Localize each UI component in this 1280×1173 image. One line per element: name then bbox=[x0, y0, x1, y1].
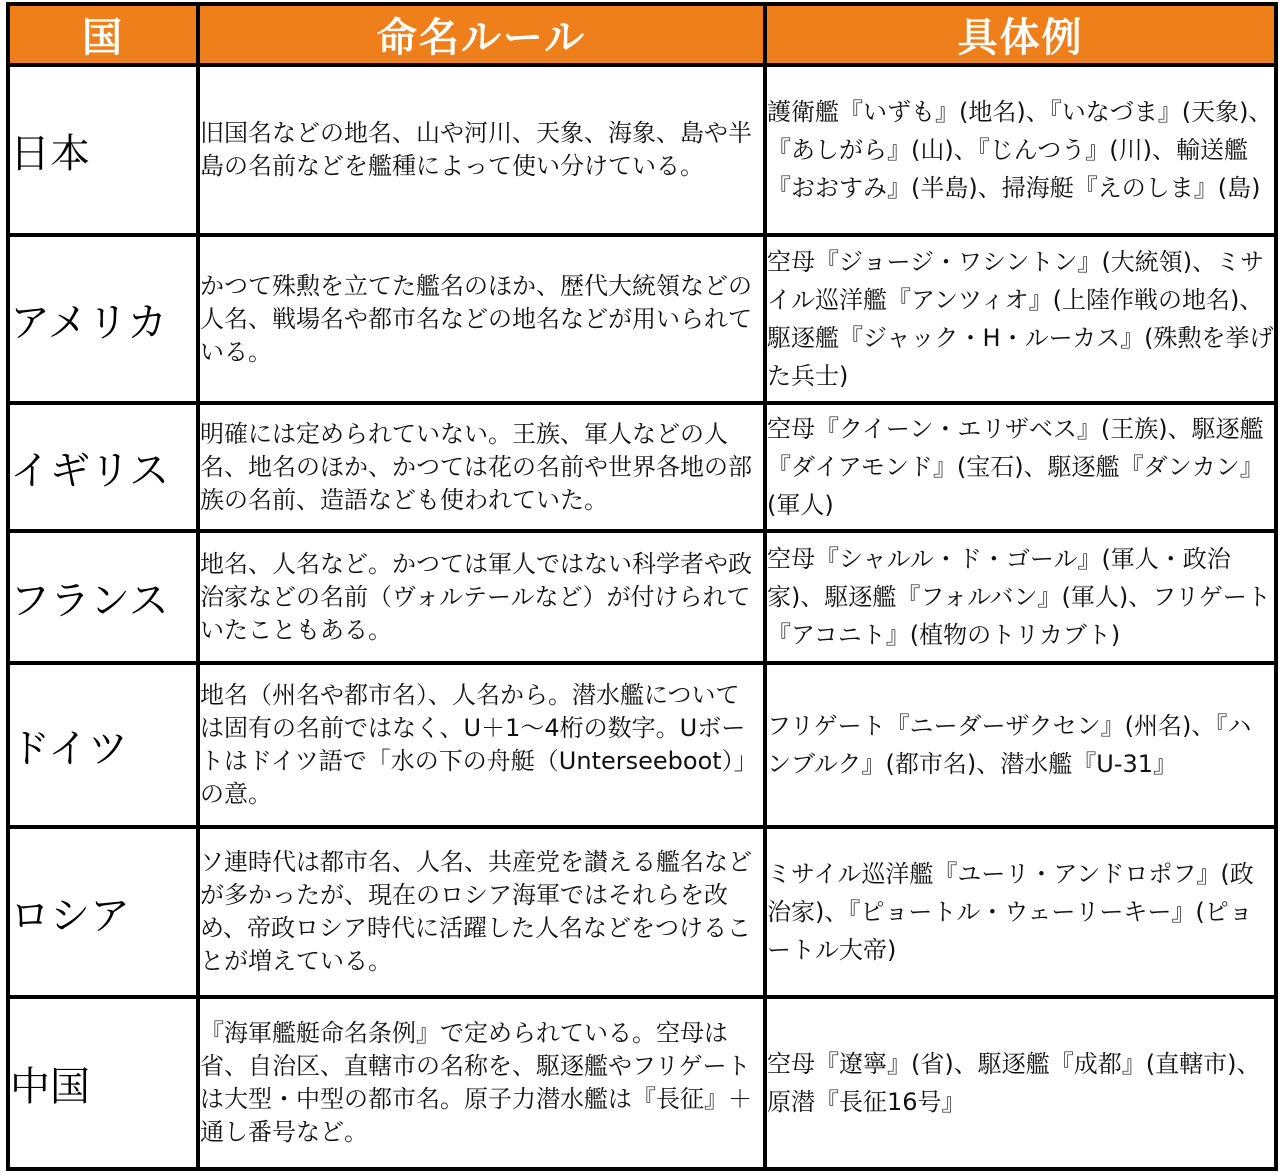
header-naming-rule: 命名ルール bbox=[198, 4, 765, 65]
example-cell: フリゲート『ニーダーザクセン』(州名)、『ハンブルク』(都市名)、潜水艦『U-31』 bbox=[765, 663, 1276, 827]
table-row bbox=[8, 531, 1276, 663]
example-cell: 空母『遼寧』(省)、駆逐艦『成都』(直轄市)、原潜『長征16号』 bbox=[765, 997, 1276, 1169]
naming-rule-cell: 地名、人名など。かつては軍人ではない科学者や政治家などの名前（ヴォルテールなど）が付けられていたこともある。 bbox=[198, 531, 765, 663]
example-cell: ミサイル巡洋艦『ユーリ・アンドロポフ』(政治家)、『ピョートル・ウェーリーキー』(ピョートル大帝) bbox=[765, 827, 1276, 997]
naming-rule-cell: 地名（州名や都市名）、人名から。潜水艦については固有の名前ではなく、U＋1〜4桁の数字。Uボートはドイツ語で「水の下の舟艇（Unterseeboot）」の意。 bbox=[198, 663, 765, 827]
naming-rule-cell: 明確には定められていない。王族、軍人などの人名、地名のほか、かつては花の名前や世界各地の部族の名前、造語なども使われていた。 bbox=[198, 403, 765, 531]
naming-rule-cell: かつて殊勲を立てた艦名のほか、歴代大統領などの人名、戦場名や都市名などの地名などが用いられている。 bbox=[198, 235, 765, 403]
table-row bbox=[8, 827, 1276, 997]
country-cell: アメリカ bbox=[8, 235, 198, 403]
table-row bbox=[8, 663, 1276, 827]
table-row bbox=[8, 65, 1276, 235]
country-cell: 中国 bbox=[8, 997, 198, 1169]
header-country: 国 bbox=[8, 4, 198, 65]
table-row bbox=[8, 235, 1276, 403]
country-cell: フランス bbox=[8, 531, 198, 663]
example-cell: 護衛艦『いずも』(地名)、『いなづま』(天象)、『あしがら』(山)、『じんつう』(川)、輸送艦『おおすみ』(半島)、掃海艇『えのしま』(島) bbox=[765, 65, 1276, 235]
example-cell: 空母『シャルル・ド・ゴール』(軍人・政治家)、駆逐艦『フォルバン』(軍人)、フリゲート『アコニト』(植物のトリカブト) bbox=[765, 531, 1276, 663]
naming-rule-cell: 『海軍艦艇命名条例』で定められている。空母は省、自治区、直轄市の名称を、駆逐艦やフリゲートは大型・中型の都市名。原子力潜水艦は『長征』＋通し番号など。 bbox=[198, 997, 765, 1169]
example-cell: 空母『クイーン・エリザベス』(王族)、駆逐艦『ダイアモンド』(宝石)、駆逐艦『ダンカン』(軍人) bbox=[765, 403, 1276, 531]
country-cell: ドイツ bbox=[8, 663, 198, 827]
table-row bbox=[8, 997, 1276, 1169]
ship-naming-table bbox=[6, 2, 1278, 1171]
naming-rule-cell: 旧国名などの地名、山や河川、天象、海象、島や半島の名前などを艦種によって使い分けている。 bbox=[198, 65, 765, 235]
country-cell: 日本 bbox=[8, 65, 198, 235]
header-examples: 具体例 bbox=[765, 4, 1276, 65]
example-cell: 空母『ジョージ・ワシントン』(大統領)、ミサイル巡洋艦『アンツィオ』(上陸作戦の地名)、駆逐艦『ジャック・H・ルーカス』(殊勲を挙げた兵士) bbox=[765, 235, 1276, 403]
naming-rule-cell: ソ連時代は都市名、人名、共産党を讃える艦名などが多かったが、現在のロシア海軍ではそれらを改め、帝政ロシア時代に活躍した人名などをつけることが増えている。 bbox=[198, 827, 765, 997]
country-cell: ロシア bbox=[8, 827, 198, 997]
header-row bbox=[8, 4, 1276, 65]
table-row bbox=[8, 403, 1276, 531]
country-cell: イギリス bbox=[8, 403, 198, 531]
